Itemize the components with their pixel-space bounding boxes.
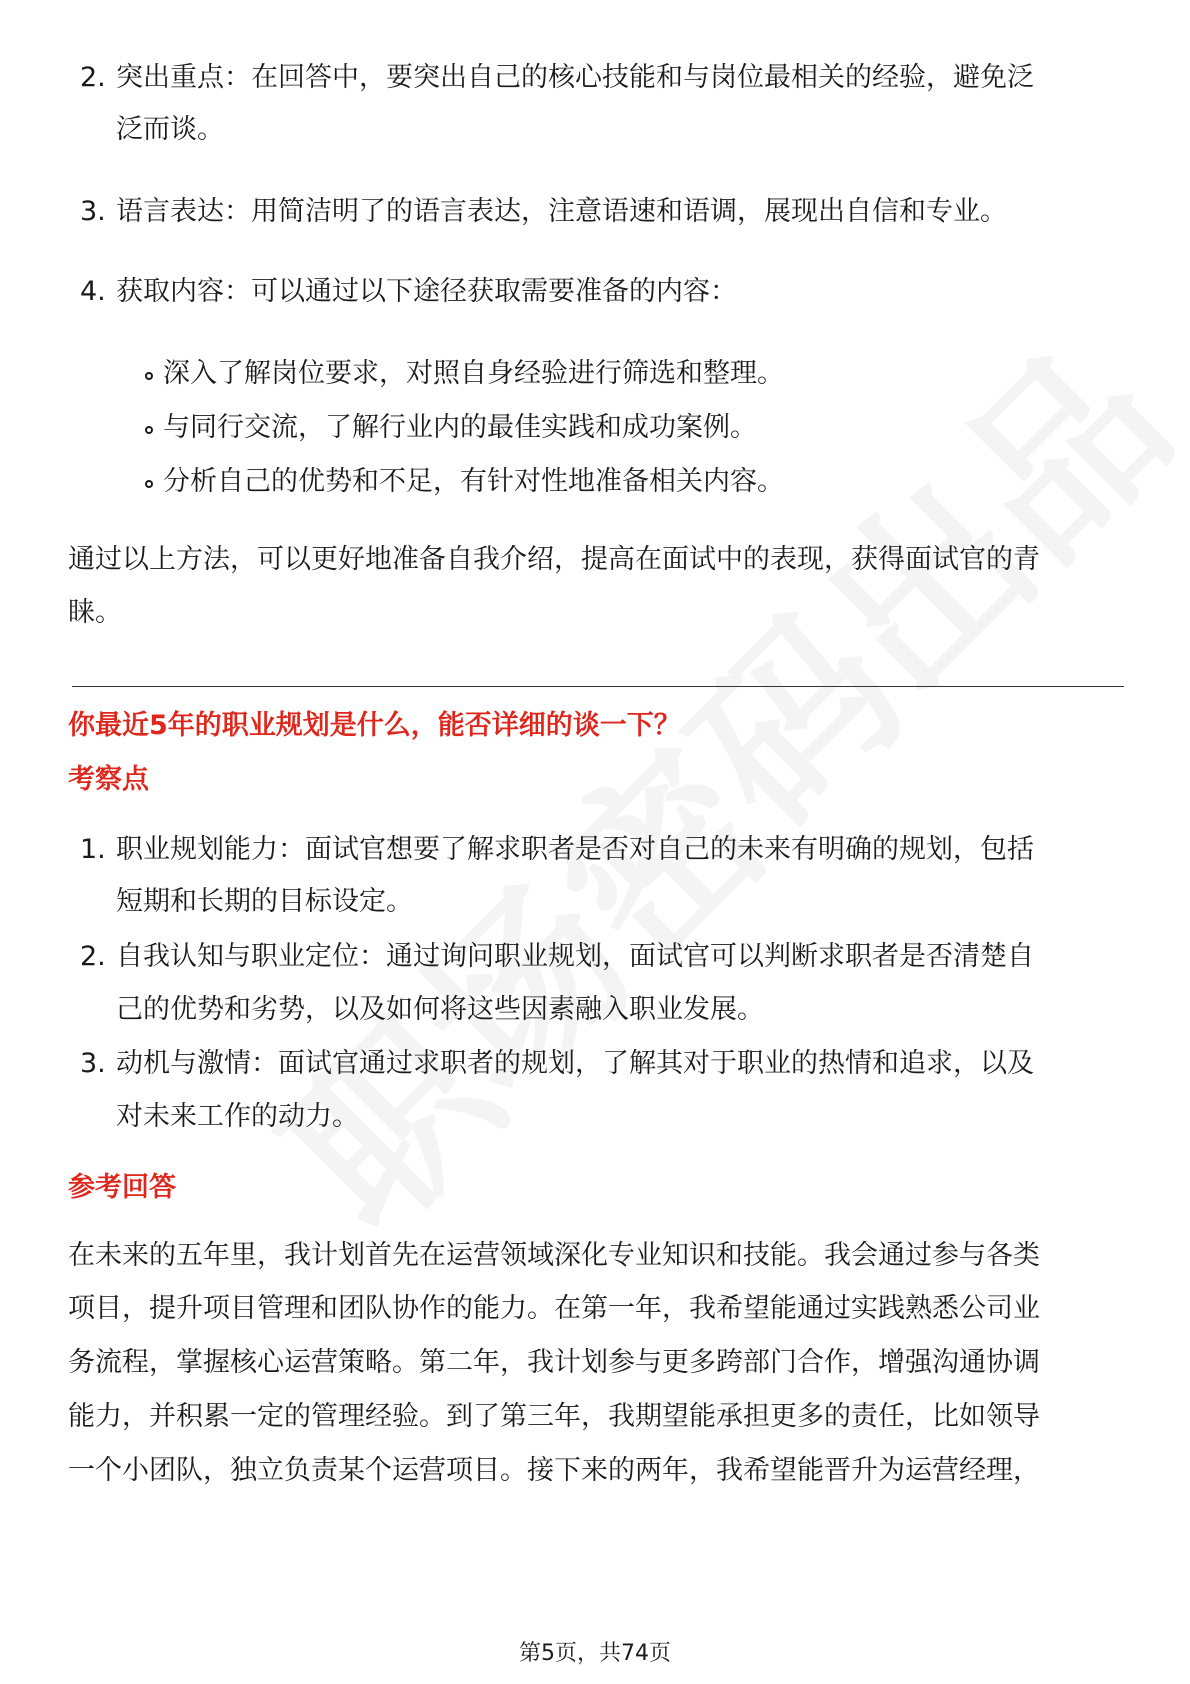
- answer-heading: 参考回答: [68, 1172, 176, 1203]
- list-item-text: 获取内容：可以通过以下途径获取需要准备的内容：: [116, 276, 737, 307]
- focus-heading: 考察点: [68, 764, 149, 795]
- summary-text: 通过以上方法，可以更好地准备自我介绍，提高在面试中的表现，获得面试官的青: [68, 544, 1040, 575]
- answer-text: 项目，提升项目管理和团队协作的能力。在第一年，我希望能通过实践熟悉公司业: [68, 1293, 1040, 1324]
- answer-text: 务流程，掌握核心运营策略。第二年，我计划参与更多跨部门合作，增强沟通协调: [68, 1347, 1040, 1378]
- bullet-icon: [145, 372, 153, 380]
- sub-bullet-text: 分析自己的优势和不足，有针对性地准备相关内容。: [163, 466, 784, 497]
- list-number: 2.: [80, 62, 106, 93]
- list-number: 1.: [80, 834, 106, 865]
- sub-bullet-text: 与同行交流，了解行业内的最佳实践和成功案例。: [163, 412, 757, 443]
- list-number: 3.: [80, 196, 106, 227]
- list-number: 2.: [80, 941, 106, 972]
- list-item-text: 突出重点：在回答中，要突出自己的核心技能和与岗位最相关的经验，避免泛: [116, 62, 1034, 93]
- bullet-icon: [145, 426, 153, 434]
- answer-text: 一个小团队，独立负责某个运营项目。接下来的两年，我希望能晋升为运营经理，: [68, 1455, 1040, 1486]
- answer-text: 在未来的五年里，我计划首先在运营领域深化专业知识和技能。我会通过参与各类: [68, 1240, 1040, 1271]
- section-divider: [72, 686, 1124, 687]
- list-item-text: 语言表达：用简洁明了的语言表达，注意语速和语调，展现出自信和专业。: [116, 196, 1007, 227]
- focus-point-text: 短期和长期的目标设定。: [116, 886, 413, 917]
- focus-point-text: 己的优势和劣势，以及如何将这些因素融入职业发展。: [116, 994, 764, 1025]
- focus-point-text: 自我认知与职业定位：通过询问职业规划，面试官可以判断求职者是否清楚自: [116, 941, 1034, 972]
- focus-point-text: 对未来工作的动力。: [116, 1101, 359, 1132]
- page-footer: 第5页，共74页: [519, 1641, 671, 1666]
- bullet-icon: [145, 480, 153, 488]
- question-heading: 你最近5年的职业规划是什么，能否详细的谈一下？: [68, 710, 681, 741]
- list-item-text: 泛而谈。: [116, 114, 224, 145]
- answer-text: 能力，并积累一定的管理经验。到了第三年，我期望能承担更多的责任，比如领导: [68, 1401, 1040, 1432]
- sub-bullet-text: 深入了解岗位要求，对照自身经验进行筛选和整理。: [163, 358, 784, 389]
- summary-text: 睐。: [68, 597, 122, 628]
- list-number: 3.: [80, 1048, 106, 1079]
- list-number: 4.: [80, 276, 106, 307]
- focus-point-text: 职业规划能力：面试官想要了解求职者是否对自己的未来有明确的规划，包括: [116, 834, 1034, 865]
- focus-point-text: 动机与激情：面试官通过求职者的规划，了解其对于职业的热情和追求，以及: [116, 1048, 1034, 1079]
